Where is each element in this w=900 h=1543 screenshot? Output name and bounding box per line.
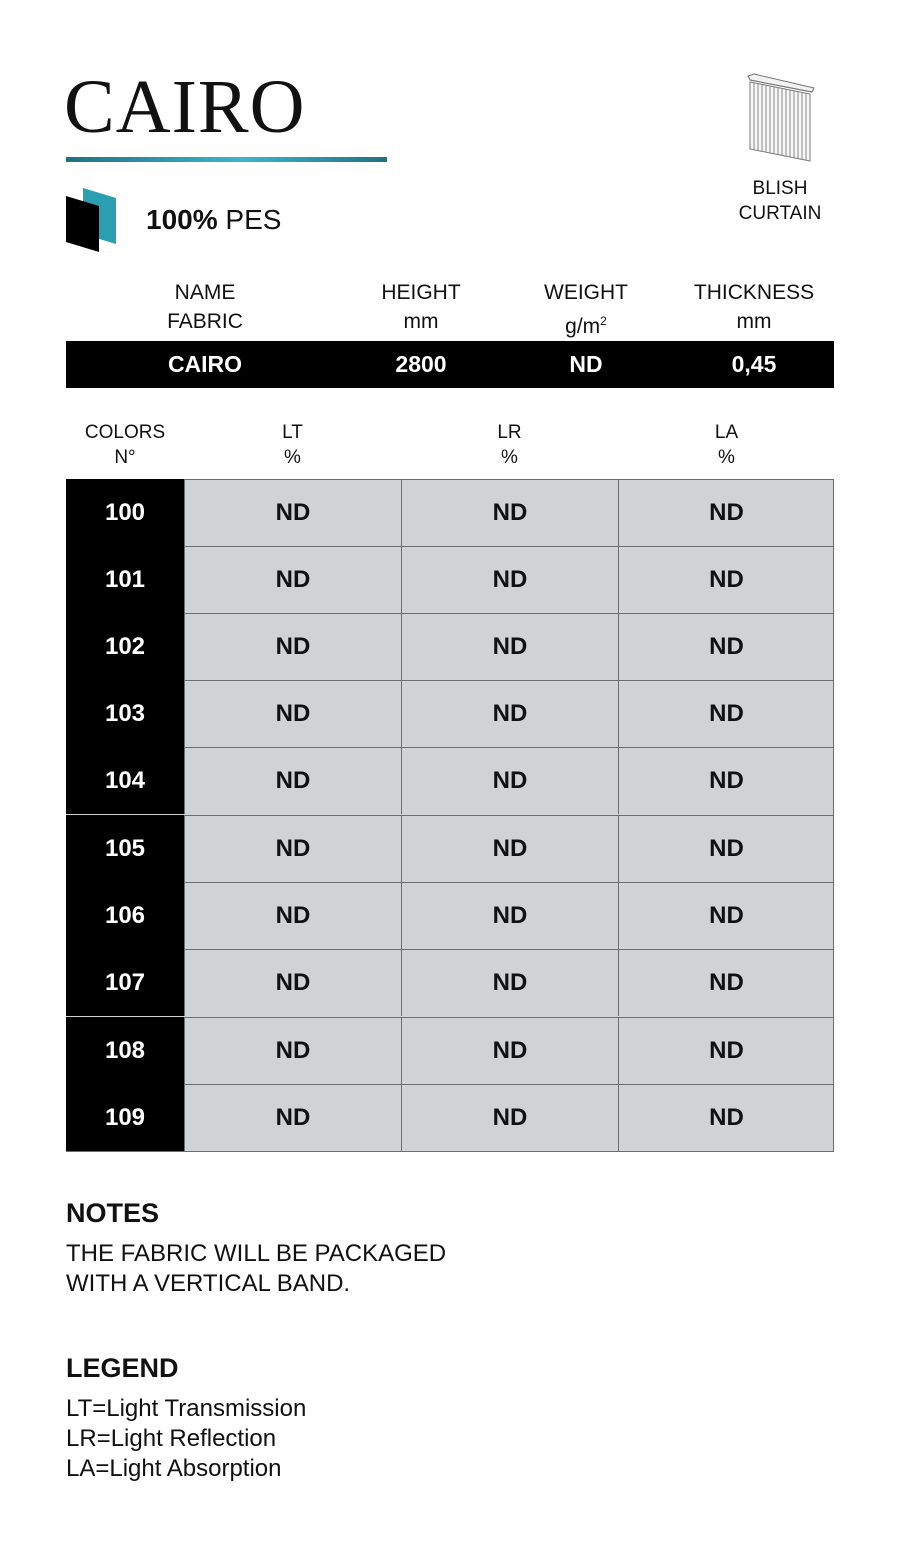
lr-value: ND [401, 613, 618, 680]
colors-header-line1: COLORS [84, 422, 166, 443]
composition [146, 202, 281, 238]
lt-value: ND [184, 479, 401, 546]
lr-value: ND [401, 1084, 618, 1151]
spec-header-line2: FABRIC [167, 310, 243, 333]
colors-header-line1: LR [497, 422, 522, 443]
notes-text [66, 1239, 446, 1299]
color-number: 100 [66, 479, 184, 546]
colors-header-lt [184, 420, 401, 470]
color-number: 104 [66, 747, 184, 814]
product-type-line2: CURTAIN [738, 203, 822, 224]
lr-value: ND [401, 479, 618, 546]
composition-material: PES [225, 204, 282, 235]
spec-header-height [341, 278, 501, 336]
spec-value-thickness: 0,45 [731, 351, 777, 377]
colors-header-line2: N° [114, 447, 136, 468]
la-value: ND [618, 815, 834, 882]
la-value: ND [618, 680, 834, 747]
lt-value: ND [184, 949, 401, 1016]
color-number: 106 [66, 882, 184, 949]
spec-header-line1: NAME [174, 281, 236, 304]
legend-title: LEGEND [66, 1353, 179, 1383]
lt-value: ND [184, 1017, 401, 1084]
table-row [66, 479, 834, 546]
color-number: 107 [66, 949, 184, 1016]
lt-value: ND [184, 747, 401, 814]
colors-header-line2: % [284, 447, 301, 468]
spec-header-thickness [674, 278, 834, 336]
lr-value: ND [401, 949, 618, 1016]
lr-value: ND [401, 815, 618, 882]
color-number: 108 [66, 1017, 184, 1084]
table-row [66, 949, 834, 1016]
lt-value: ND [184, 815, 401, 882]
product-type-label [720, 176, 840, 226]
notes-line: THE FABRIC WILL BE PACKAGED [66, 1240, 447, 1267]
spec-header-line2: mm [403, 310, 439, 333]
lr-value: ND [401, 882, 618, 949]
title-underline [66, 157, 387, 162]
lr-value: ND [401, 1017, 618, 1084]
legend-line: LT=Light Transmission [66, 1395, 307, 1422]
colors-header-line2: % [501, 447, 518, 468]
legend-line: LR=Light Reflection [66, 1425, 277, 1452]
notes-title: NOTES [66, 1198, 160, 1228]
colors-header-number [66, 420, 184, 470]
lr-value: ND [401, 546, 618, 613]
colors-header-line1: LT [282, 422, 303, 443]
la-value: ND [618, 949, 834, 1016]
color-number: 101 [66, 546, 184, 613]
colors-header-lr [401, 420, 618, 470]
la-value: ND [618, 882, 834, 949]
table-row [66, 1084, 834, 1151]
la-value: ND [618, 1017, 834, 1084]
lr-value: ND [401, 680, 618, 747]
lr-value: ND [401, 747, 618, 814]
color-number: 109 [66, 1084, 184, 1151]
table-row [66, 1017, 834, 1084]
legend-text [66, 1394, 306, 1484]
color-number: 102 [66, 613, 184, 680]
colors-header-la [618, 420, 835, 470]
table-row [66, 546, 834, 613]
spec-header-line1: THICKNESS [693, 281, 815, 304]
legend-line: LA=Light Absorption [66, 1455, 282, 1482]
color-number: 105 [66, 815, 184, 882]
table-row [66, 882, 834, 949]
spec-header-line1: WEIGHT [544, 281, 628, 304]
lt-value: ND [184, 546, 401, 613]
la-value: ND [618, 613, 834, 680]
fabric-swatch-icon [66, 186, 118, 254]
notes-line: WITH A VERTICAL BAND. [66, 1270, 351, 1297]
la-value: ND [618, 479, 834, 546]
la-value: ND [618, 546, 834, 613]
colors-table [66, 479, 834, 1152]
la-value: ND [618, 747, 834, 814]
lt-value: ND [184, 613, 401, 680]
colors-header-line1: LA [714, 422, 739, 443]
lt-value: ND [184, 882, 401, 949]
spec-header-weight [506, 278, 666, 341]
table-row [66, 680, 834, 747]
colors-header-line2: % [718, 447, 735, 468]
weight-unit: g/m [565, 315, 601, 338]
table-row [66, 747, 834, 814]
lt-value: ND [184, 680, 401, 747]
spec-value-height: 2800 [395, 351, 447, 377]
spec-header-line2 [506, 307, 666, 341]
lt-value: ND [184, 1084, 401, 1151]
table-row [66, 613, 834, 680]
spec-value-name: CAIRO [167, 351, 243, 377]
vertical-curtain-icon [744, 72, 816, 164]
spec-values-row [66, 341, 834, 388]
la-value: ND [618, 1084, 834, 1151]
spec-header-line1: HEIGHT [381, 281, 461, 304]
spec-header-line2: mm [736, 310, 772, 333]
spec-header-name [110, 278, 300, 336]
product-type-line1: BLISH [752, 178, 808, 199]
table-row [66, 815, 834, 882]
color-number: 103 [66, 680, 184, 747]
spec-value-weight: ND [569, 351, 603, 377]
page-title: CAIRO [64, 65, 306, 149]
composition-percent: 100% [146, 204, 218, 235]
weight-unit-superscript: 2 [600, 314, 607, 328]
